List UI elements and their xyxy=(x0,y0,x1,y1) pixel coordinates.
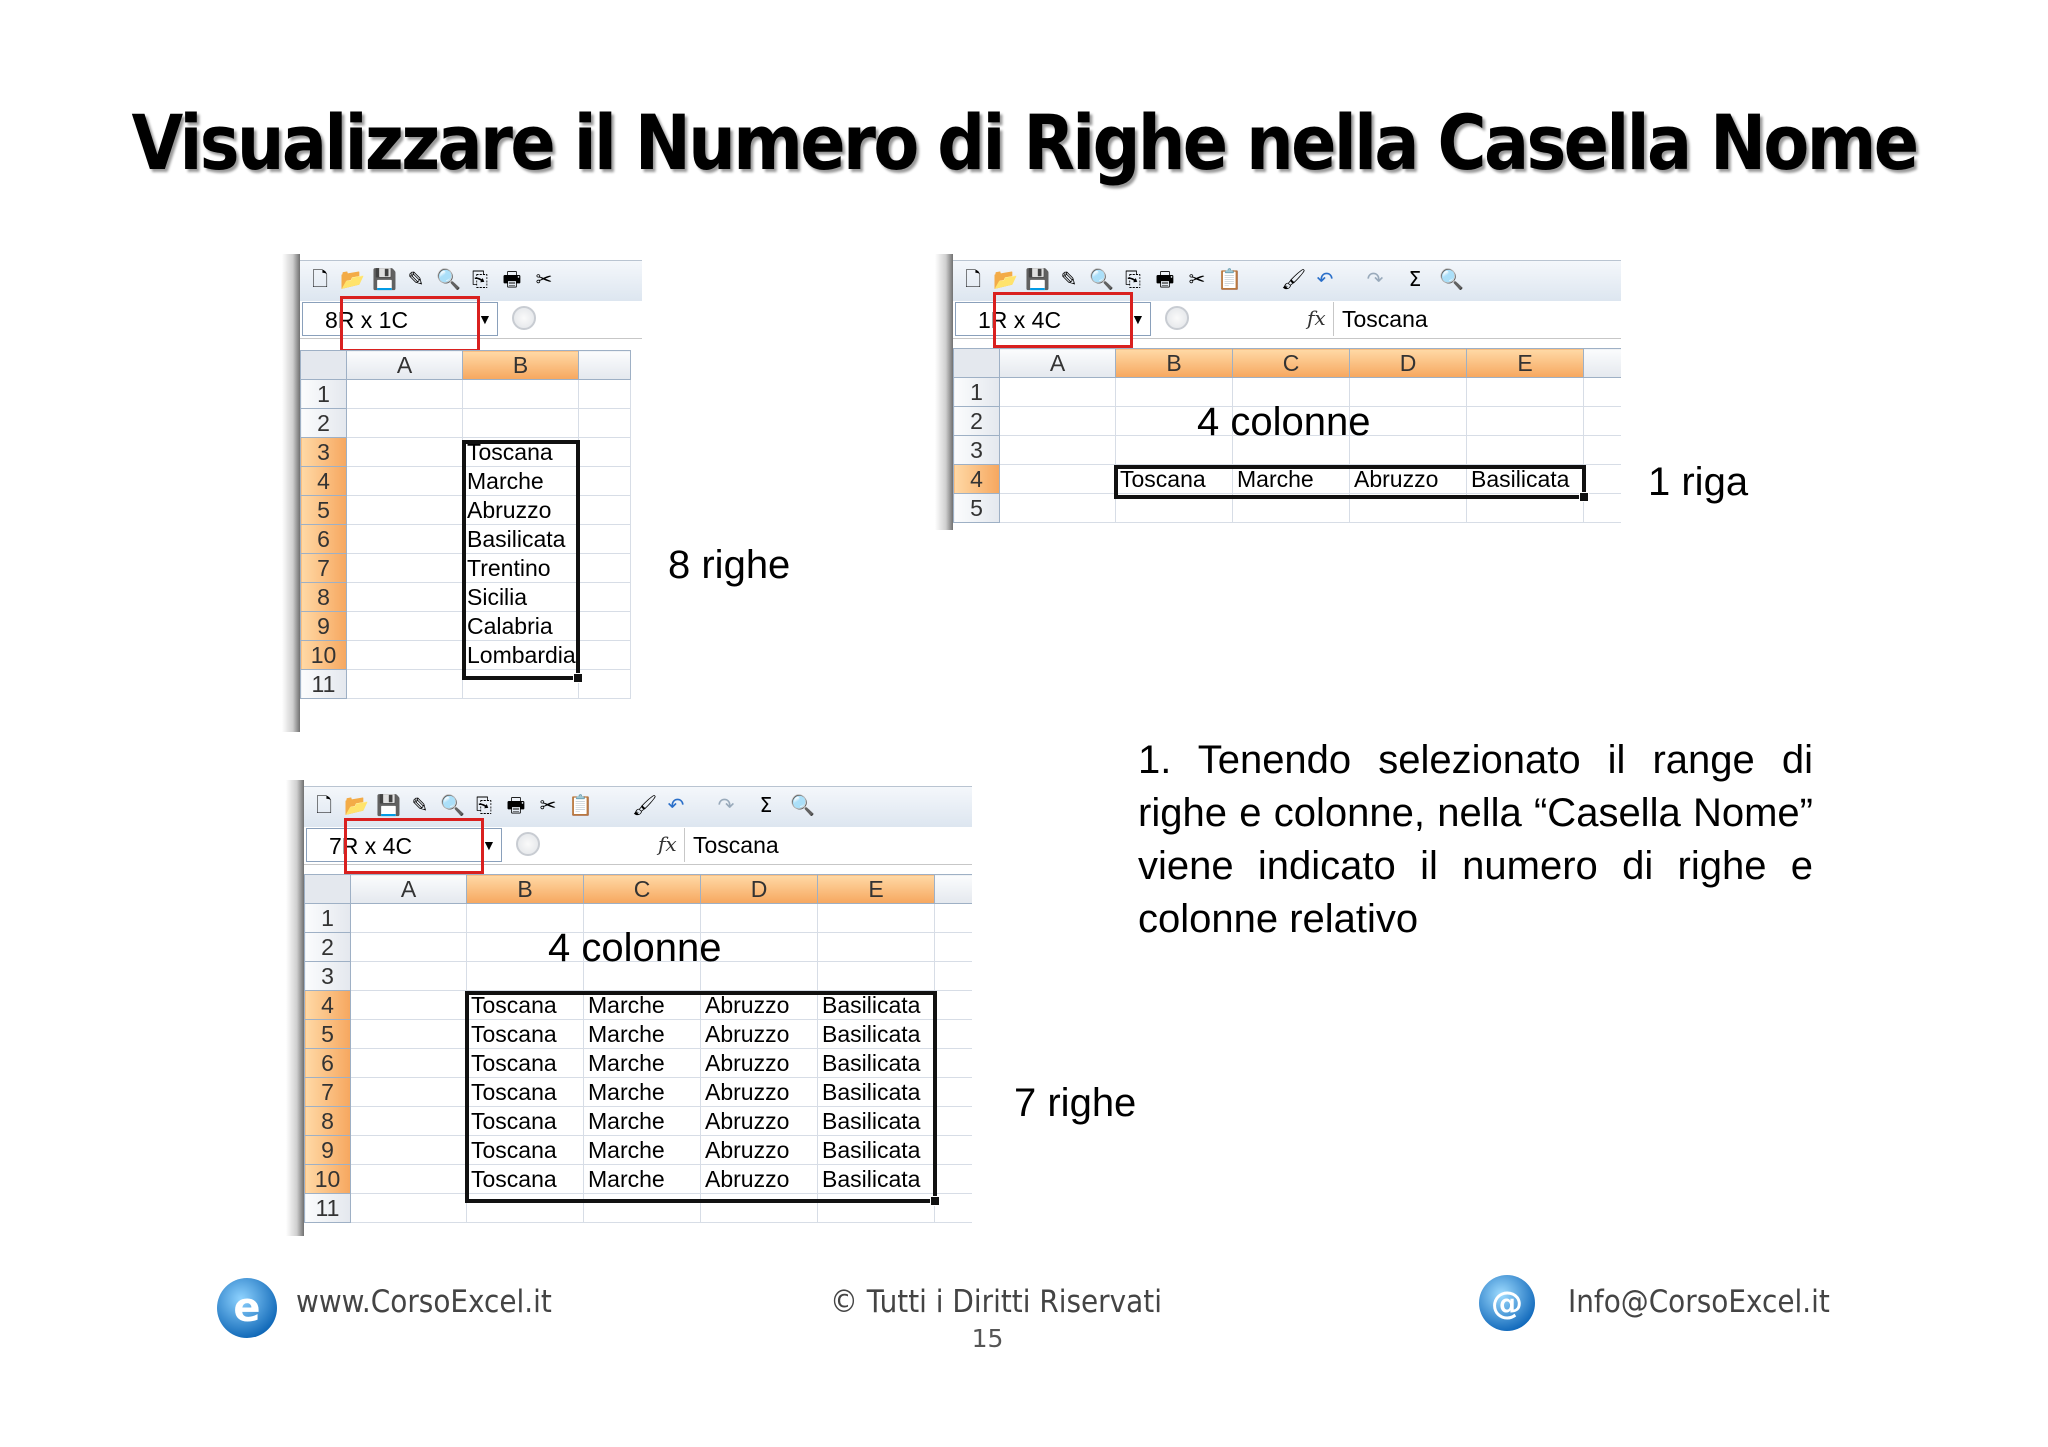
table-row xyxy=(301,409,631,438)
copy-icon[interactable]: ⎘ xyxy=(1125,267,1141,291)
row-header[interactable]: 4 xyxy=(301,467,347,496)
cell[interactable]: Abruzzo xyxy=(701,1049,818,1078)
cell[interactable] xyxy=(347,409,463,438)
cell[interactable] xyxy=(347,496,463,525)
cell[interactable]: Toscana xyxy=(467,991,584,1020)
inner-label-4-colonne: 4 colonne xyxy=(1197,400,1371,444)
row-header[interactable]: 3 xyxy=(305,962,351,991)
cell[interactable] xyxy=(351,1136,467,1165)
cell[interactable] xyxy=(935,1194,973,1223)
selection-range xyxy=(465,991,937,1203)
name-box-value: 7R x 4C xyxy=(329,833,413,859)
fill-handle[interactable] xyxy=(930,1196,940,1206)
column-header-row xyxy=(305,875,973,904)
cell[interactable] xyxy=(579,612,631,641)
cell[interactable] xyxy=(347,380,463,409)
row-header[interactable]: 4 xyxy=(305,991,351,1020)
cell[interactable] xyxy=(347,670,463,699)
excel-snippet-3 xyxy=(286,780,972,1236)
name-box-highlight xyxy=(993,292,1133,348)
print-icon[interactable]: 🖶 xyxy=(1155,267,1175,291)
select-all-corner[interactable] xyxy=(301,351,347,380)
cell[interactable]: Basilicata xyxy=(1467,465,1584,494)
cell[interactable] xyxy=(1000,378,1116,407)
column-header-e[interactable]: E xyxy=(1467,349,1584,378)
cell[interactable]: Sicilia xyxy=(463,583,579,612)
cell[interactable] xyxy=(935,991,973,1020)
row-header[interactable]: 1 xyxy=(305,904,351,933)
column-header-d[interactable]: D xyxy=(1350,349,1467,378)
cell[interactable]: Basilicata xyxy=(818,1020,935,1049)
save-icon[interactable]: 💾 xyxy=(1025,267,1050,291)
column-header-e[interactable]: E xyxy=(818,875,935,904)
column-header-d[interactable]: D xyxy=(701,875,818,904)
scroll-handle-icon[interactable] xyxy=(516,832,540,856)
page-number: 15 xyxy=(971,1324,1004,1353)
table-row xyxy=(301,380,631,409)
fill-handle[interactable] xyxy=(573,673,583,683)
row-header[interactable]: 6 xyxy=(305,1049,351,1078)
row-header[interactable]: 2 xyxy=(305,933,351,962)
cell[interactable]: Basilicata xyxy=(818,1136,935,1165)
cell[interactable]: Abruzzo xyxy=(463,496,579,525)
cell[interactable]: Marche xyxy=(1233,465,1350,494)
function-icon[interactable]: fx xyxy=(1307,306,1326,330)
cell[interactable] xyxy=(1000,407,1116,436)
email-link[interactable]: Info@CorsoExcel.it xyxy=(1568,1284,1830,1320)
format-painter-icon[interactable]: 🖌 xyxy=(1281,267,1307,291)
select-all-corner[interactable] xyxy=(954,349,1000,378)
column-header-a[interactable]: A xyxy=(351,875,467,904)
column-header-c[interactable]: C xyxy=(1233,349,1350,378)
cell[interactable] xyxy=(1000,465,1116,494)
row-header[interactable]: 7 xyxy=(301,554,347,583)
caption-7-righe: 7 righe xyxy=(1014,1081,1137,1125)
cell[interactable] xyxy=(579,380,631,409)
fill-handle[interactable] xyxy=(1579,492,1589,502)
cell[interactable] xyxy=(935,1136,973,1165)
new-file-icon[interactable]: 🗋 xyxy=(311,267,329,291)
cell[interactable] xyxy=(347,583,463,612)
chevron-down-icon[interactable]: ▼ xyxy=(1131,311,1145,327)
cell[interactable]: Toscana xyxy=(1116,465,1233,494)
cell[interactable]: Toscana xyxy=(467,1165,584,1194)
cell[interactable] xyxy=(351,1020,467,1049)
slide-title: Visualizzare il Numero di Righe nella Casella Nome xyxy=(131,98,1917,187)
window-edge xyxy=(286,780,304,1236)
row-header[interactable]: 8 xyxy=(305,1107,351,1136)
row-header[interactable]: 6 xyxy=(301,525,347,554)
column-header-row xyxy=(301,351,631,380)
row-header[interactable]: 2 xyxy=(954,407,1000,436)
row-header[interactable]: 7 xyxy=(305,1078,351,1107)
cell[interactable]: Toscana xyxy=(467,1107,584,1136)
inner-label-4-colonne: 4 colonne xyxy=(548,926,722,970)
row-header[interactable]: 3 xyxy=(954,436,1000,465)
row-header[interactable]: 1 xyxy=(301,380,347,409)
print-preview-icon[interactable]: 🔍 xyxy=(1089,267,1114,291)
print-icon[interactable]: 🖶 xyxy=(506,793,526,817)
excel-snippet-2 xyxy=(935,254,1621,530)
zoom-icon[interactable]: 🔍 xyxy=(790,793,815,817)
cell[interactable]: Marche xyxy=(584,1078,701,1107)
copyright-text: © Tutti i Diritti Riservati xyxy=(830,1284,1162,1320)
scroll-handle-icon[interactable] xyxy=(512,306,536,330)
cell[interactable] xyxy=(1584,378,1622,407)
cell[interactable] xyxy=(351,904,467,933)
row-header[interactable]: 4 xyxy=(954,465,1000,494)
cell[interactable]: Marche xyxy=(584,1165,701,1194)
cell[interactable]: Marche xyxy=(584,1136,701,1165)
cell[interactable]: Marche xyxy=(584,1107,701,1136)
edit-icon[interactable]: ✎ xyxy=(407,267,425,291)
scroll-handle-icon[interactable] xyxy=(1165,306,1189,330)
cell[interactable] xyxy=(579,670,631,699)
zoom-icon[interactable]: 🔍 xyxy=(1439,267,1464,291)
edit-icon[interactable]: ✎ xyxy=(1060,267,1078,291)
cell[interactable]: Calabria xyxy=(463,612,579,641)
cell[interactable] xyxy=(1584,494,1622,523)
cell[interactable]: Abruzzo xyxy=(701,1136,818,1165)
column-header-b[interactable]: B xyxy=(467,875,584,904)
open-folder-icon[interactable]: 📂 xyxy=(344,793,369,817)
cell[interactable] xyxy=(1584,436,1622,465)
cut-icon[interactable]: ✂ xyxy=(1188,267,1206,291)
cell[interactable] xyxy=(1467,407,1584,436)
cell[interactable]: Marche xyxy=(463,467,579,496)
cell[interactable] xyxy=(579,438,631,467)
format-painter-icon[interactable]: 🖌 xyxy=(632,793,658,817)
cell[interactable] xyxy=(579,525,631,554)
paste-icon[interactable]: 📋 xyxy=(1217,267,1242,291)
cell[interactable]: Basilicata xyxy=(818,1107,935,1136)
select-all-corner[interactable] xyxy=(305,875,351,904)
cell[interactable] xyxy=(1584,407,1622,436)
row-header[interactable]: 8 xyxy=(301,583,347,612)
column-header-blank xyxy=(935,875,973,904)
open-folder-icon[interactable]: 📂 xyxy=(993,267,1018,291)
cell[interactable] xyxy=(463,409,579,438)
new-file-icon[interactable]: 🗋 xyxy=(315,793,333,817)
cell[interactable]: Abruzzo xyxy=(701,991,818,1020)
cell[interactable]: Marche xyxy=(584,991,701,1020)
cell[interactable]: Abruzzo xyxy=(701,1078,818,1107)
row-header[interactable]: 9 xyxy=(305,1136,351,1165)
cell[interactable]: Toscana xyxy=(467,1020,584,1049)
cell[interactable] xyxy=(351,991,467,1020)
cell[interactable] xyxy=(347,641,463,670)
cell[interactable]: Basilicata xyxy=(818,1078,935,1107)
cell[interactable] xyxy=(818,962,935,991)
row-header[interactable]: 5 xyxy=(954,494,1000,523)
cell[interactable] xyxy=(935,1165,973,1194)
row-header[interactable]: 10 xyxy=(305,1165,351,1194)
cell[interactable] xyxy=(351,1107,467,1136)
row-header[interactable]: 10 xyxy=(301,641,347,670)
row-header[interactable]: 5 xyxy=(301,496,347,525)
cell[interactable] xyxy=(579,467,631,496)
row-header[interactable]: 11 xyxy=(301,670,347,699)
cell[interactable] xyxy=(935,962,973,991)
name-box-value: 8R x 1C xyxy=(325,307,409,333)
formula-value[interactable]: Toscana xyxy=(684,828,779,862)
website-link[interactable]: www.CorsoExcel.it xyxy=(296,1284,552,1320)
cell[interactable] xyxy=(351,1049,467,1078)
cell[interactable] xyxy=(935,1049,973,1078)
cell[interactable]: Basilicata xyxy=(818,1049,935,1078)
toolbar xyxy=(300,260,642,301)
cell[interactable] xyxy=(935,1107,973,1136)
redo-icon[interactable]: ↷ xyxy=(717,793,735,817)
row-header[interactable]: 2 xyxy=(301,409,347,438)
email-logo-icon xyxy=(1476,1272,1538,1334)
cell[interactable] xyxy=(351,1194,467,1223)
cell[interactable] xyxy=(818,904,935,933)
cell[interactable] xyxy=(347,525,463,554)
sum-icon[interactable]: Σ xyxy=(1408,267,1422,291)
selection-range xyxy=(1114,465,1586,499)
cell[interactable]: Toscana xyxy=(467,1078,584,1107)
print-preview-icon[interactable]: 🔍 xyxy=(436,267,461,291)
row-header[interactable]: 5 xyxy=(305,1020,351,1049)
selection-range xyxy=(462,440,580,680)
print-preview-icon[interactable]: 🔍 xyxy=(440,793,465,817)
cell[interactable] xyxy=(579,409,631,438)
open-folder-icon[interactable]: 📂 xyxy=(340,267,365,291)
cell[interactable] xyxy=(935,1020,973,1049)
explanation-text: 1. Tenendo selezionato il range di righe e colonne, nella “Casella Nome” viene indicato il numero di righe e colonne relativo xyxy=(1138,738,1813,941)
cell[interactable]: Basilicata xyxy=(818,991,935,1020)
save-icon[interactable]: 💾 xyxy=(372,267,397,291)
excel-snippet-1 xyxy=(282,254,642,732)
undo-icon[interactable]: ↶ xyxy=(1316,267,1334,291)
chevron-down-icon[interactable]: ▼ xyxy=(482,837,496,853)
cell[interactable] xyxy=(579,641,631,670)
window-edge xyxy=(935,254,953,530)
print-icon[interactable]: 🖶 xyxy=(502,267,522,291)
row-header[interactable]: 11 xyxy=(305,1194,351,1223)
cell[interactable] xyxy=(818,933,935,962)
cell[interactable] xyxy=(935,1078,973,1107)
cut-icon[interactable]: ✂ xyxy=(539,793,557,817)
cell[interactable]: Basilicata xyxy=(818,1165,935,1194)
row-header[interactable]: 9 xyxy=(301,612,347,641)
cell[interactable] xyxy=(1584,465,1622,494)
svg-text:e: e xyxy=(233,1285,261,1331)
cell[interactable] xyxy=(347,554,463,583)
cell[interactable] xyxy=(579,554,631,583)
cell[interactable] xyxy=(579,583,631,612)
name-box-highlight xyxy=(344,818,484,874)
cell[interactable]: Abruzzo xyxy=(701,1107,818,1136)
cell[interactable] xyxy=(351,1078,467,1107)
column-header-c[interactable]: C xyxy=(584,875,701,904)
row-header[interactable]: 3 xyxy=(301,438,347,467)
cell[interactable]: Toscana xyxy=(467,1136,584,1165)
cell[interactable] xyxy=(351,933,467,962)
name-box-value: 1R x 4C xyxy=(978,307,1062,333)
svg-text:@: @ xyxy=(1491,1284,1523,1322)
cell[interactable] xyxy=(579,496,631,525)
column-header-a[interactable]: A xyxy=(347,351,463,380)
cut-icon[interactable]: ✂ xyxy=(535,267,553,291)
cell[interactable]: Marche xyxy=(584,1020,701,1049)
cell[interactable]: Trentino xyxy=(463,554,579,583)
name-box-highlight xyxy=(340,296,480,352)
column-header-b[interactable]: B xyxy=(1116,349,1233,378)
column-header-row xyxy=(954,349,1622,378)
save-icon[interactable]: 💾 xyxy=(376,793,401,817)
edit-icon[interactable]: ✎ xyxy=(411,793,429,817)
copy-icon[interactable]: ⎘ xyxy=(476,793,492,817)
column-header-blank xyxy=(1584,349,1622,378)
caption-8-righe: 8 righe xyxy=(668,543,791,587)
copy-icon[interactable]: ⎘ xyxy=(472,267,488,291)
row-header[interactable]: 1 xyxy=(954,378,1000,407)
cell[interactable]: Lombardia xyxy=(463,641,579,670)
formula-value[interactable]: Toscana xyxy=(1333,302,1428,336)
redo-icon[interactable]: ↷ xyxy=(1366,267,1384,291)
cell[interactable] xyxy=(347,438,463,467)
chevron-down-icon[interactable]: ▼ xyxy=(478,311,492,327)
cell[interactable]: Marche xyxy=(584,1049,701,1078)
cell[interactable] xyxy=(347,467,463,496)
cell[interactable]: Toscana xyxy=(467,1049,584,1078)
new-file-icon[interactable]: 🗋 xyxy=(964,267,982,291)
column-header-b[interactable]: B xyxy=(463,351,579,380)
cell[interactable]: Abruzzo xyxy=(701,1020,818,1049)
undo-icon[interactable]: ↶ xyxy=(667,793,685,817)
caption-1-riga: 1 riga xyxy=(1648,460,1749,504)
cell[interactable] xyxy=(463,380,579,409)
cell[interactable] xyxy=(1000,494,1116,523)
sum-icon[interactable]: Σ xyxy=(759,793,773,817)
cell[interactable]: Basilicata xyxy=(463,525,579,554)
cell[interactable] xyxy=(1467,436,1584,465)
cell[interactable]: Abruzzo xyxy=(1350,465,1467,494)
cell[interactable]: Abruzzo xyxy=(701,1165,818,1194)
cell[interactable] xyxy=(347,612,463,641)
column-header-blank xyxy=(579,351,631,380)
cell[interactable] xyxy=(935,904,973,933)
cell[interactable] xyxy=(1467,378,1584,407)
cell[interactable] xyxy=(935,933,973,962)
cell[interactable] xyxy=(351,962,467,991)
column-header-a[interactable]: A xyxy=(1000,349,1116,378)
cell[interactable]: Toscana xyxy=(463,438,579,467)
window-edge xyxy=(282,254,300,732)
cell[interactable] xyxy=(351,1165,467,1194)
function-icon[interactable]: fx xyxy=(658,832,677,856)
cell[interactable] xyxy=(1000,436,1116,465)
paste-icon[interactable]: 📋 xyxy=(568,793,593,817)
